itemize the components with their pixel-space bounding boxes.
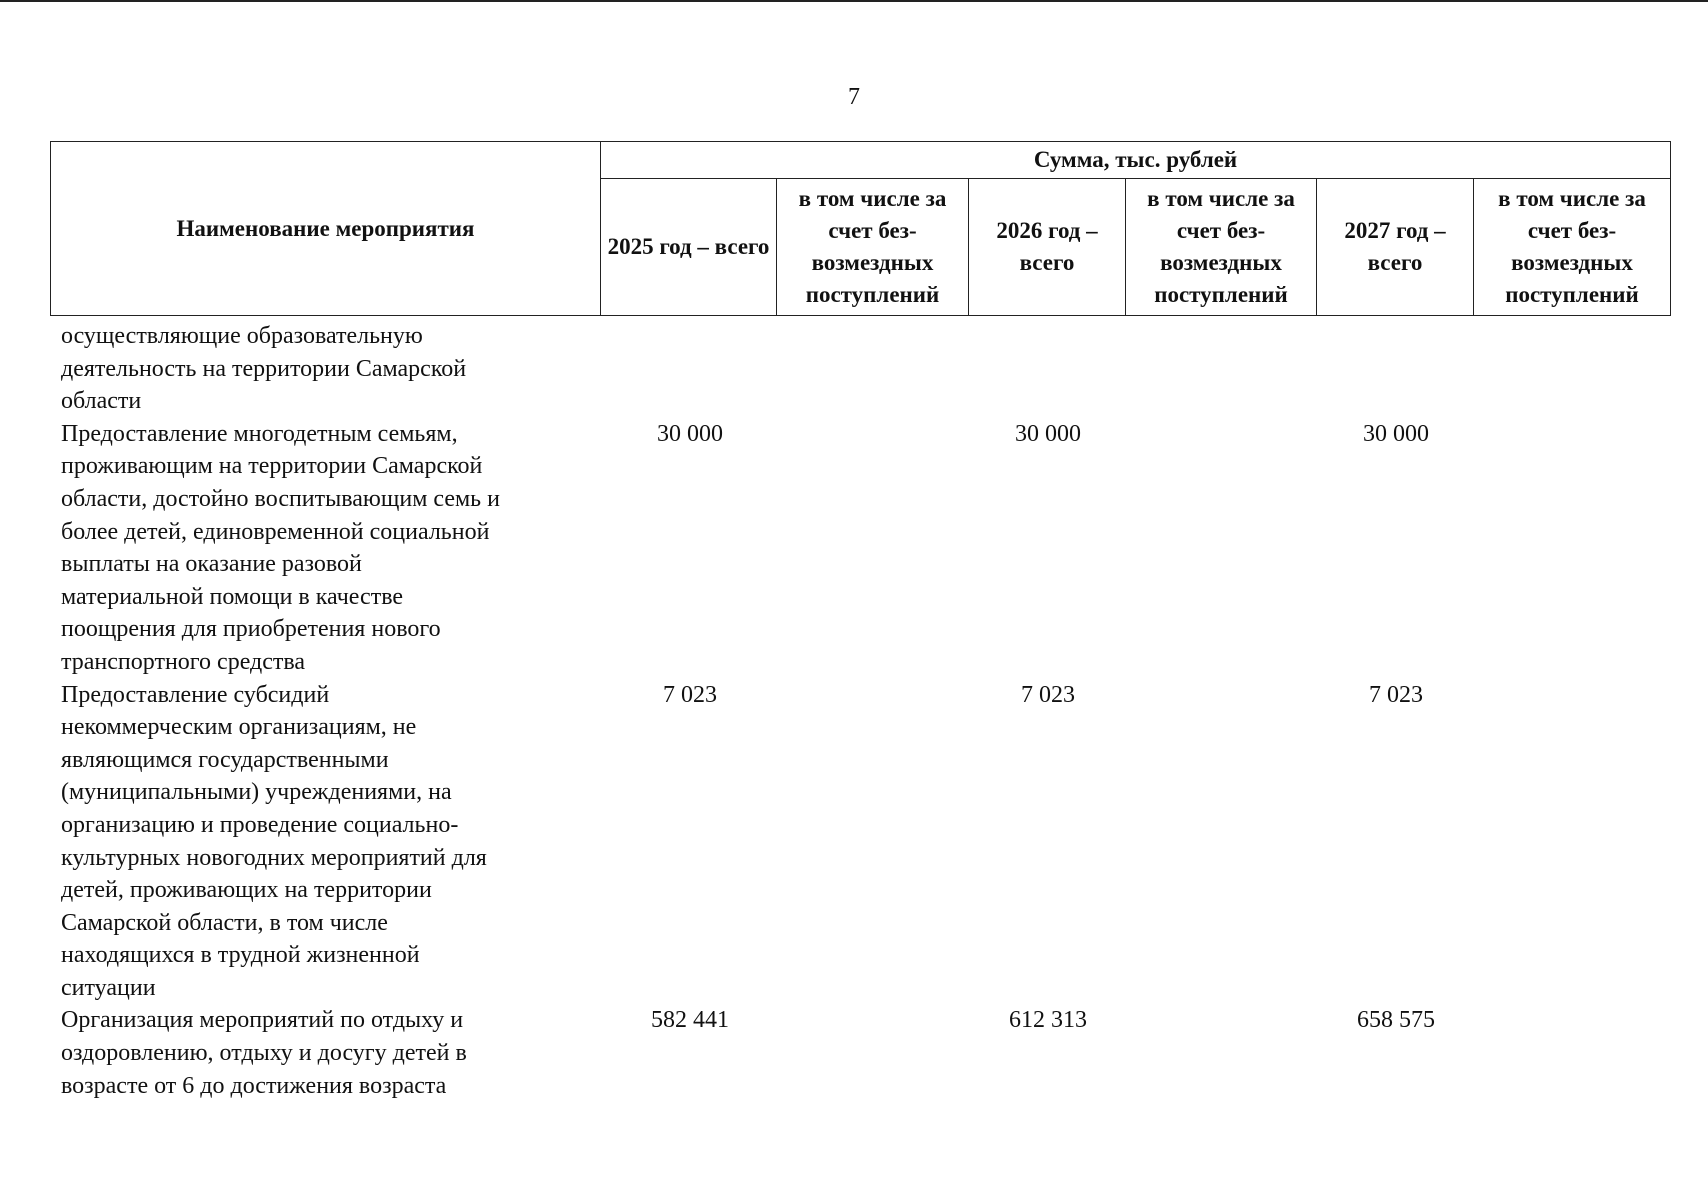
header-2026-free: в том числе за счет без-возмездных поступлений bbox=[1126, 179, 1317, 316]
row-value-2026: 612 313 bbox=[1009, 1007, 1087, 1034]
table-row bbox=[0, 1004, 1708, 1102]
row-name: Предоставление многодетным семьям, проживающим на территории Самарской области, достойно воспитывающим семь и более детей, единовременной социальной выплаты на оказание разовой материальной помощи в качестве поощрения для приобретения нового транспортного средства bbox=[61, 420, 500, 675]
header-2027-total: 2027 год – всего bbox=[1317, 179, 1474, 316]
row-name: осуществляющие образовательную деятельность на территории Самарской области bbox=[61, 323, 467, 415]
row-value-2027: 7 023 bbox=[1369, 681, 1423, 708]
row-value-2026: 7 023 bbox=[1021, 681, 1075, 708]
row-value-2025: 7 023 bbox=[663, 681, 717, 708]
table-row bbox=[0, 320, 1708, 418]
header-amount-group: Сумма, тыс. рублей bbox=[601, 142, 1671, 179]
header-name-column: Наименование мероприятия bbox=[51, 142, 601, 316]
row-value-2026: 30 000 bbox=[1015, 420, 1081, 447]
top-border-line bbox=[0, 0, 1708, 2]
row-value-2025: 582 441 bbox=[651, 1007, 729, 1034]
row-value-2027: 30 000 bbox=[1363, 420, 1429, 447]
page-number: 7 bbox=[848, 84, 860, 110]
row-value-2025: 30 000 bbox=[657, 420, 723, 447]
row-name: Предоставление субсидий некоммерческим организациям, не являющимся государственными (муниципальными) учреждениями, на организацию и проведение социально- культурных новогодних мероприятий для детей, проживающих на территории Самарской области, в том числе находящихся в трудной жизненной ситуации bbox=[61, 681, 487, 1001]
table-body bbox=[0, 320, 1708, 1102]
table-row bbox=[0, 418, 1708, 679]
table-header bbox=[50, 141, 1671, 316]
table-row bbox=[0, 679, 1708, 1005]
row-value-2027: 658 575 bbox=[1357, 1007, 1435, 1034]
header-2027-free: в том числе за счет без-возмездных поступлений bbox=[1474, 179, 1671, 316]
header-2026-total: 2026 год – всего bbox=[969, 179, 1126, 316]
row-name: Организация мероприятий по отдыху и оздоровлению, отдыху и досугу детей в возрасте от 6 до достижения возраста bbox=[61, 1007, 467, 1099]
header-2025-free: в том числе за счет без-возмездных поступлений bbox=[777, 179, 969, 316]
header-2025-total: 2025 год – всего bbox=[601, 179, 777, 316]
